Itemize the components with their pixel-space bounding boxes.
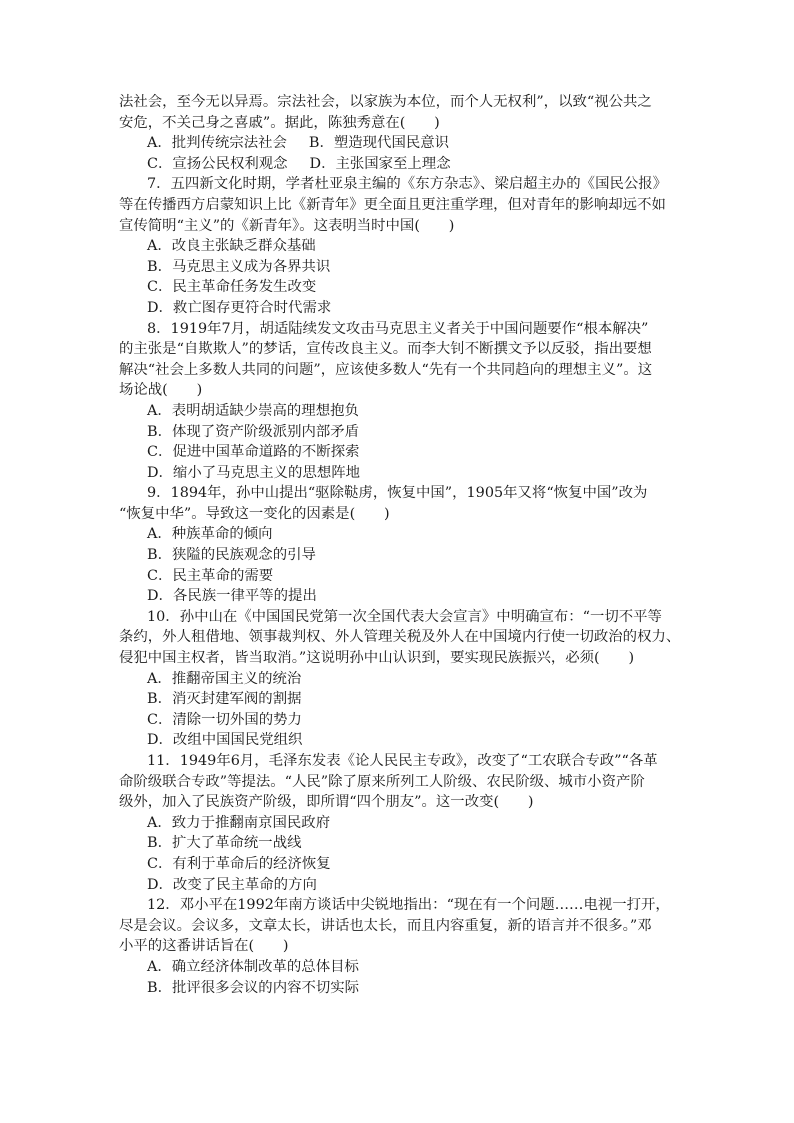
- option-b: B．批评很多会议的内容不切实际: [147, 979, 360, 996]
- question-stem-line: 等在传播西方启蒙知识上比《新青年》更全面且更注重学理，但对青年的影响却远不如: [119, 196, 666, 213]
- option-b: B．消灭封建军阀的割据: [147, 691, 302, 708]
- question-stem-line: 11．1949年6月，毛泽东发表《论人民民主专政》，改变了“工农联合专政”“各革: [147, 753, 658, 769]
- option-c: C．促进中国革命道路的不断探索: [147, 444, 360, 461]
- option-d: D．改变了民主革命的方向: [147, 876, 317, 893]
- option-a: A．改良主张缺乏群众基础: [147, 238, 316, 255]
- question-stem-line: 条约，外人租借地、领事裁判权、外人管理关税及外人在中国境内行使一切政治的权力、: [119, 629, 681, 646]
- option-c: C．民主革命的需要: [147, 567, 274, 584]
- option-a: A．表明胡适缺少崇高的理想抱负: [147, 402, 359, 419]
- option-d: D．缩小了马克思主义的思想阵地: [147, 464, 361, 481]
- question-stem-line: 的主张是“自欺欺人”的梦话，宣传改良主义。而李大钊不断撰文予以反驳，指出要想: [119, 341, 652, 358]
- option-a: A．致力于推翻南京国民政府: [147, 814, 331, 831]
- question-stem-line: 解决“社会上多数人共同的问题”，应该使多数人“先有一个共同趋向的理想主义”。这: [119, 361, 653, 378]
- question-stem-line: 小平的这番讲话旨在( ): [119, 938, 289, 955]
- option-b: B．狭隘的民族观念的引导: [147, 547, 316, 564]
- option-b: B．扩大了革命统一战线: [147, 835, 302, 852]
- option-c: C．有利于革命后的经济恢复: [147, 855, 331, 872]
- option-c: C．宣扬公民权利观念: [147, 155, 288, 172]
- question-stem-line: 安危，不关己身之喜戚”。据此，陈独秀意在( ): [119, 114, 440, 131]
- question-11: [119, 751, 684, 895]
- question-stem-line: “恢复中华”。导致这一变化的因素是( ): [119, 505, 390, 522]
- question-10: [119, 607, 684, 751]
- option-a: A．推翻帝国主义的统治: [147, 670, 302, 687]
- option-row: [119, 133, 684, 154]
- option-d: D．各民族一律平等的提出: [147, 588, 317, 605]
- question-stem-line: 法社会，至今无以异焉。宗法社会，以家族为本位，而个人无权利”，以致“视公共之: [119, 94, 652, 110]
- option-d: D．救亡图存更符合时代需求: [147, 299, 332, 316]
- question-stem-line: 命阶级联合专政”等提法。“人民”除了原来所列工人阶级、农民阶级、城市小资产阶: [119, 773, 645, 790]
- question-7: [119, 174, 684, 318]
- question-stem-line: 8．1919年7月，胡适陆续发文攻击马克思主义者关于中国问题要作“根本解决”: [147, 320, 649, 337]
- question-8: [119, 319, 684, 484]
- question-9: [119, 483, 684, 607]
- question-stem-line: 宣传简明“主义”的《新青年》。这表明当时中国( ): [119, 217, 455, 234]
- question-stem-line: 尽是会议。会议多，文章太长，讲话也太长，而且内容重复，新的语言并不很多。”邓: [119, 917, 652, 934]
- question-stem-line: 9．1894年，孙中山提出“驱除鞑虏，恢复中国”，1905年又将“恢复中国”改为: [147, 485, 648, 502]
- option-b: B．马克思主义成为各界共识: [147, 258, 331, 275]
- option-row: [119, 154, 684, 175]
- option-a: A．确立经济体制改革的总体目标: [147, 958, 359, 975]
- option-a: A．批判传统宗法社会: [147, 135, 287, 152]
- question-stem-line: 场论战( ): [119, 382, 203, 399]
- option-c: C．清除一切外国的势力: [147, 711, 302, 728]
- question-stem-line: 10．孙中山在《中国国民党第一次全国代表大会宣言》中明确宣布：“一切不平等: [147, 608, 662, 625]
- question-stem-line: 7．五四新文化时期，学者杜亚泉主编的《东方杂志》、梁启超主办的《国民公报》: [147, 176, 668, 193]
- question-stem-line: 侵犯中国主权者，皆当取消。”这说明孙中山认识到，要实现民族振兴，必须( ): [119, 650, 635, 667]
- option-a: A．种族革命的倾向: [147, 526, 273, 543]
- question-stem-line: 级外，加入了民族资产阶级，即所谓“四个朋友”。这一改变( ): [119, 794, 534, 811]
- question-12: [119, 895, 684, 998]
- exam-page: [119, 92, 684, 998]
- question-6: [119, 92, 684, 174]
- question-stem-line: 12．邓小平在1992年南方谈话中尖锐地指出：“现在有一个问题……电视一打开，: [147, 897, 670, 914]
- option-d: D．主张国家至上理念: [309, 155, 451, 172]
- option-c: C．民主革命任务发生改变: [147, 279, 317, 296]
- option-d: D．改组中国国民党组织: [147, 732, 303, 749]
- option-b: B．体现了资产阶级派别内部矛盾: [147, 423, 360, 440]
- option-b: B．塑造现代国民意识: [308, 135, 450, 152]
